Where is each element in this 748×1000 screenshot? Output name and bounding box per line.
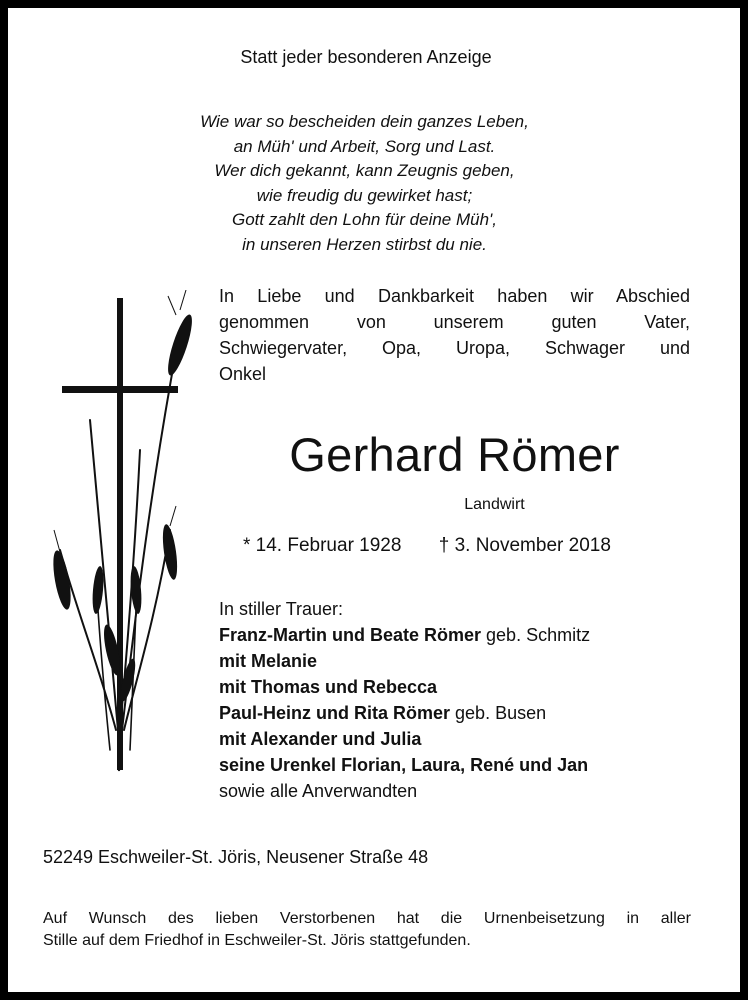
mourner-line	[219, 700, 699, 726]
cross-wheat-illustration	[40, 290, 210, 780]
mourners-list	[219, 596, 699, 804]
mourner-name: Paul-Heinz und Rita Römer	[219, 703, 451, 723]
death-date: † 3. November 2018	[438, 535, 611, 556]
life-dates	[243, 535, 611, 557]
deceased-occupation: Landwirt	[464, 496, 525, 513]
mourner-line	[219, 726, 699, 752]
mourner-line	[219, 752, 699, 778]
poem-line: Wer dich gekannt, kann Zeugnis geben,	[214, 161, 515, 180]
mourner-name: mit Thomas und Rebecca	[219, 677, 438, 697]
birth-date: * 14. Februar 1928	[243, 535, 402, 556]
mourner-suffix: geb. Busen	[450, 703, 547, 723]
address: 52249 Eschweiler-St. Jöris, Neusener Straße 48	[43, 847, 429, 867]
mourner-name: seine Urenkel Florian, Laura, René und Jan	[219, 755, 589, 775]
header-text: Statt jeder besonderen Anzeige	[240, 47, 492, 67]
wheat-ear-icon	[50, 549, 74, 611]
intro-line: genommen von unserem guten Vater,	[219, 312, 690, 332]
burial-note	[43, 908, 691, 952]
mourner-name: mit Melanie	[219, 651, 318, 671]
poem-line: Gott zahlt den Lohn für deine Müh',	[231, 210, 498, 229]
mourner-name: Franz-Martin und Beate Römer	[219, 625, 482, 645]
cross-beam-icon	[62, 386, 178, 393]
wheat-ear-icon	[163, 312, 196, 377]
mourners-heading: In stiller Trauer:	[219, 599, 344, 619]
poem-line: wie freudig du gewirket hast;	[256, 185, 473, 205]
mourner-name: mit Alexander und Julia	[219, 729, 422, 749]
note-line: Stille auf dem Friedhof in Eschweiler-St. Jöris stattgefunden.	[43, 932, 471, 949]
deceased-name: Gerhard Römer	[289, 428, 620, 481]
intro-line: In Liebe und Dankbarkeit haben wir Abschied	[219, 286, 690, 306]
note-line: Auf Wunsch des lieben Verstorbenen hat die Urnenbeisetzung in aller	[43, 910, 691, 927]
intro-line: Onkel	[219, 364, 267, 384]
mourner-suffix: geb. Schmitz	[481, 625, 591, 645]
intro-line: Schwiegervater, Opa, Uropa, Schwager und	[219, 338, 690, 358]
mourner-line	[219, 622, 699, 648]
poem	[0, 110, 732, 257]
intro-paragraph	[219, 283, 690, 387]
mourner-line	[219, 674, 699, 700]
poem-line: in unseren Herzen stirbst du nie.	[242, 234, 487, 254]
poem-line: an Müh' und Arbeit, Sorg und Last.	[233, 136, 496, 156]
poem-line: Wie war so bescheiden dein ganzes Leben,	[200, 112, 529, 131]
mourner-line	[219, 648, 699, 674]
mourner-line: sowie alle Anverwandten	[219, 781, 418, 801]
